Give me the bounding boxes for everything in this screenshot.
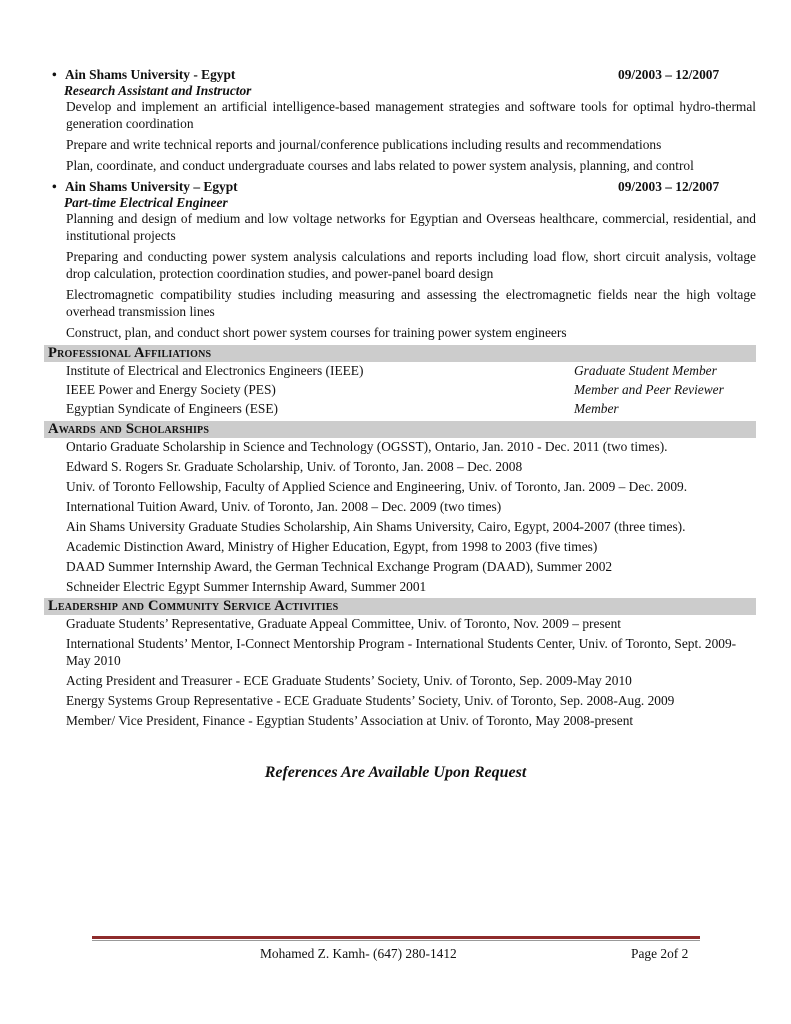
footer-rule — [92, 936, 700, 939]
job-header — [44, 178, 756, 194]
affiliation-role: Member — [574, 401, 619, 416]
leadership-item: Member/ Vice President, Finance - Egyptian Students’ Association at Univ. of Toronto, May 2008-present — [66, 713, 634, 728]
affiliation-role: Member and Peer Reviewer — [574, 382, 724, 397]
award-item: Schneider Electric Egypt Summer Internship Award, Summer 2001 — [66, 579, 427, 594]
job-bullet: Plan, coordinate, and conduct undergraduate courses and labs related to power system analysis, planning, and control — [66, 158, 694, 173]
job-bullet: Planning and design of medium and low voltage networks for Egyptian and Overseas healthcare, commercial, residential, and institutional projects — [66, 211, 756, 243]
leadership-item: Graduate Students’ Representative, Graduate Appeal Committee, Univ. of Toronto, Nov. 2009 – present — [66, 616, 622, 631]
bullet-icon: • — [52, 67, 57, 82]
job-bullet: Preparing and conducting power system analysis calculations and reports including load flow, short circuit analysis, voltage drop calculation, protection coordination studies, and power-panel board design — [66, 249, 756, 281]
award-item: Ain Shams University Graduate Studies Scholarship, Ain Shams University, Cairo, Egypt, 2004-2007 (three times). — [66, 519, 686, 534]
experience-entry — [44, 178, 756, 341]
affiliation-org: IEEE Power and Energy Society (PES) — [66, 382, 276, 397]
job-title: Part-time Electrical Engineer — [64, 195, 228, 210]
affiliation-row — [44, 400, 756, 419]
job-title: Research Assistant and Instructor — [64, 83, 252, 98]
award-item: Academic Distinction Award, Ministry of Higher Education, Egypt, from 1998 to 2003 (five times) — [66, 539, 598, 554]
resume-content — [44, 66, 756, 732]
section-heading-affiliations: Professional Affiliations — [44, 345, 756, 362]
award-item: International Tuition Award, Univ. of Toronto, Jan. 2008 – Dec. 2009 (two times) — [66, 499, 502, 514]
section-heading-leadership: Leadership and Community Service Activities — [44, 598, 756, 615]
footer-rule-thin — [92, 940, 700, 941]
job-bullet: Develop and implement an artificial intelligence-based management strategies and software tools for optimal hydro-thermal generation coordination — [66, 99, 756, 131]
affiliation-role: Graduate Student Member — [574, 363, 717, 378]
award-item: Ontario Graduate Scholarship in Science and Technology (OGSST), Ontario, Jan. 2010 - Dec. 2011 (two times). — [66, 439, 668, 454]
leadership-item: Acting President and Treasurer - ECE Graduate Students’ Society, Univ. of Toronto, Sep. 2009-May 2010 — [66, 673, 632, 688]
award-item: DAAD Summer Internship Award, the German Technical Exchange Program (DAAD), Summer 2002 — [66, 559, 613, 574]
job-header — [44, 66, 756, 82]
affiliation-row — [44, 381, 756, 400]
section-heading-awards: Awards and Scholarships — [44, 421, 756, 438]
experience-entry — [44, 66, 756, 174]
affiliation-row — [44, 362, 756, 381]
leadership-item: International Students’ Mentor, I-Connect Mentorship Program - International Students Center, Univ. of Toronto, Sept. 2009-May 2010 — [66, 636, 737, 668]
bullet-icon: • — [52, 179, 57, 194]
job-dates: 09/2003 – 12/2007 — [618, 67, 720, 82]
footer-name-phone: Mohamed Z. Kamh- (647) 280-1412 — [260, 946, 457, 961]
job-bullet: Electromagnetic compatibility studies including measuring and assessing the electromagnetic fields near the high voltage overhead transmission lines — [66, 287, 756, 319]
job-organization: Ain Shams University – Egypt — [65, 179, 238, 194]
job-dates: 09/2003 – 12/2007 — [618, 179, 720, 194]
job-organization: Ain Shams University - Egypt — [65, 67, 236, 82]
footer-page-number: Page 2of 2 — [631, 946, 689, 961]
affiliation-org: Egyptian Syndicate of Engineers (ESE) — [66, 401, 278, 416]
leadership-item: Energy Systems Group Representative - ECE Graduate Students’ Society, Univ. of Toronto, Sep. 2008-Aug. 2009 — [66, 693, 675, 708]
job-bullet: Construct, plan, and conduct short power system courses for training power system engineers — [66, 325, 567, 340]
references-note: References Are Available Upon Request — [264, 764, 527, 781]
affiliation-org: Institute of Electrical and Electronics Engineers (IEEE) — [66, 363, 364, 378]
job-bullet: Prepare and write technical reports and journal/conference publications including results and recommendations — [66, 137, 662, 152]
award-item: Edward S. Rogers Sr. Graduate Scholarship, Univ. of Toronto, Jan. 2008 – Dec. 2008 — [66, 459, 523, 474]
award-item: Univ. of Toronto Fellowship, Faculty of Applied Science and Engineering, Univ. of Toronto, Jan. 2009 – Dec. 2009. — [66, 479, 688, 494]
